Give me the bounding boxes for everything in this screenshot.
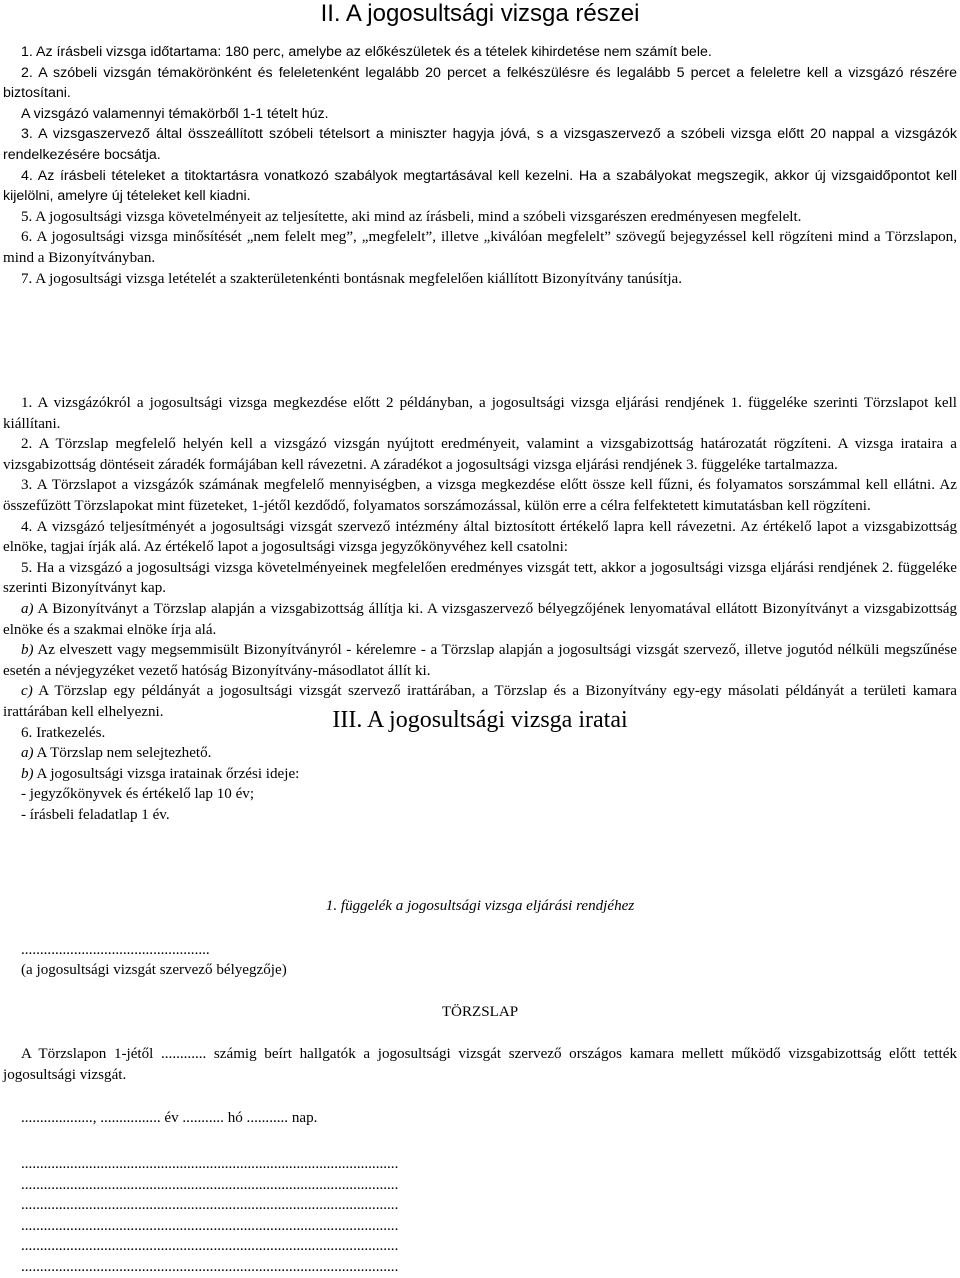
form-intro-text: A Törzslapon 1-jétől ............ számig beírt hallgatók a jogosultsági vizsgát szervező országos kamara mellett működő vizsgabizottság előtt tették jogosultsági vizsgát. (3, 1046, 957, 1083)
dotted-line: .................................................................................................... (21, 1176, 399, 1193)
section-3-item-6b-2: - írásbeli feladatlap 1 év. (21, 806, 170, 823)
section-3-item-5c (3, 681, 957, 722)
item-5c-label: c) (21, 683, 33, 700)
section-3-item-3: 3. A Törzslapot a vizsgázók számának megfelelő mennyiségben, a vizsga megkezdése előtt össze kell fűzni, és folyamatos sorszámmal kell ellátni. Az összefűzött Törzslapokat mint füzeteket, 1-jétől kezdődő, folyamatos sorszámozással, külön erre a célra felfektetett kimutatásban kell rögzíteni. (3, 477, 957, 514)
section-2-item-3: 3. A vizsgaszervező által összeállított szóbeli tételsort a miniszter hagyja jóvá, s a vizsgaszervező a szóbeli vizsga előtt 20 nappal a vizsgázók rendelkezésére bocsátja. (3, 126, 957, 163)
section-3-item-2: 2. A Törzslap megfelelő helyén kell a vizsgázó vizsgán nyújtott eredményeit, valamint a vizsgabizottság határozatát rögzíteni. A vizsga irataira a vizsgabizottság döntéseit záradék formájában kell rávezetni. A záradékot a jogosultsági vizsga eljárási rendjének 3. függeléke tartalmazza. (3, 436, 957, 473)
section-3-item-6b (3, 764, 957, 785)
item-6a-label: a) (21, 745, 34, 762)
stamp-dots: .................................................. (21, 942, 210, 958)
section-3-item-5a (3, 599, 957, 640)
section-2-title: II. A jogosultsági vizsga részei (320, 0, 640, 27)
item-5a-label: a) (21, 600, 34, 617)
dotted-line: .................................................................................................... (21, 1238, 399, 1255)
section-3-item-5b (3, 640, 957, 681)
stamp-caption: (a jogosultsági vizsgát szervező bélyegzője) (21, 962, 287, 978)
section-2-item-2b: A vizsgázó valamennyi témakörből 1-1 tételt húz. (21, 105, 329, 122)
date-line: ..................., ................ év ........... hó ........... nap. (21, 1110, 318, 1126)
section-3-item-5: 5. Ha a vizsgázó a jogosultsági vizsga követelményeinek megfelelően eredményes vizsgát tett, akkor a jogosultsági vizsga eljárási rendjének 2. függeléke szerinti Bizonyítványt kap. (3, 559, 957, 597)
section-2-body (3, 42, 957, 289)
section-2-item-1: 1. Az írásbeli vizsga időtartama: 180 perc, amelybe az előkészületek és a tételek kihirdetése nem számít bele. (21, 44, 712, 60)
section-3-item-1: 1. A vizsgázókról a jogosultsági vizsga megkezdése előtt 2 példányban, a jogosultsági vizsga eljárási rendjének 1. függeléke szerinti Törzslapot kell kiállítani. (3, 395, 957, 432)
form-title: TÖRZSLAP (441, 1004, 519, 1020)
dotted-line: .................................................................................................... (21, 1197, 399, 1214)
dotted-line: .................................................................................................... (21, 1217, 399, 1234)
item-5b-label: b) (21, 642, 34, 659)
item-6b-text: A jogosultsági vizsga iratainak őrzési ideje: (33, 765, 300, 782)
section-3-item-6a (3, 743, 957, 764)
section-3-title: III. A jogosultsági vizsga iratai (332, 707, 628, 733)
item-5c-text: A Törzslap egy példányát a jogosultsági vizsgát szervező irattárában, a Törzslap és a Bizonyítvány egy-egy másolati példányát a területi kamara irattárában kell elhelyezni. (3, 683, 957, 720)
section-2-item-6: 6. A jogosultsági vizsga minősítését „nem felelt meg”, „megfelelt”, illetve „kiválóan megfelelt” szövegű bejegyzéssel kell rögzíteni mind a Törzslapon, mind a Bizonyítványban. (3, 229, 957, 266)
section-3-body (3, 393, 957, 825)
item-6a-text: A Törzslap nem selejtezhető. (33, 745, 212, 762)
section-3-item-6: 6. Iratkezelés. (21, 724, 106, 741)
section-2-item-5: 5. A jogosultsági vizsga követelményeit az teljesítette, aki mind az írásbeli, mind a szóbeli vizsgarészen eredményesen megfelelt. (21, 208, 802, 225)
appendix-heading: 1. függelék a jogosultsági vizsga eljárási rendjéhez (325, 898, 635, 914)
signature-lines (21, 1154, 681, 1278)
section-3-item-6b-1: - jegyzőkönyvek és értékelő lap 10 év; (21, 786, 255, 803)
form-intro (3, 1044, 957, 1085)
item-6b-label: b) (21, 765, 34, 782)
dotted-line: .................................................................................................... (21, 1156, 399, 1172)
section-2-item-7: 7. A jogosultsági vizsga letételét a szakterületenkénti bontásnak megfelelően kiállított Bizonyítvány tanúsítja. (21, 270, 683, 287)
item-5a-text: A Bizonyítványt a Törzslap alapján a vizsgabizottság állítja ki. A vizsgaszervező bélyegzőjének lenyomatával ellátott Bizonyítványt a vizsgabizottság elnöke és a szakmai elnöke írja alá. (3, 600, 957, 638)
dotted-line: .................................................................................................... (21, 1258, 399, 1275)
item-5b-text: Az elveszett vagy megsemmisült Bizonyítványról - kérelemre - a Törzslap alapján a jogosultsági vizsgát szervező, illetve jogutód nélküli megszűnése esetén a névjegyzéket vezető hatóság Bizonyítvány-másodlatot állít ki. (3, 642, 957, 679)
section-2-item-4: 4. Az írásbeli tételeket a titoktartásra vonatkozó szabályok megtartásával kell kezelni. Ha a szabályokat megszegik, akkor új vizsgaidőpontot kell kijelölni, amelyre új tételeket kell kiadni. (3, 167, 957, 205)
section-2-item-2: 2. A szóbeli vizsgán témakörönként és feleletenként legalább 20 percet a felkészülésre és legalább 5 percet a feleletre kell a vizsgázó részére biztosítani. (3, 64, 957, 102)
section-3-item-4: 4. A vizsgázó teljesítményét a jogosultsági vizsgát szervező intézmény által biztosított értékelő lapra kell rávezetni. Az értékelő lapot a vizsgabizottság elnöke, tagjai írják alá. Az értékelő lapot a jogosultsági vizsga jegyzőkönyvéhez kell csatolni: (3, 518, 957, 556)
